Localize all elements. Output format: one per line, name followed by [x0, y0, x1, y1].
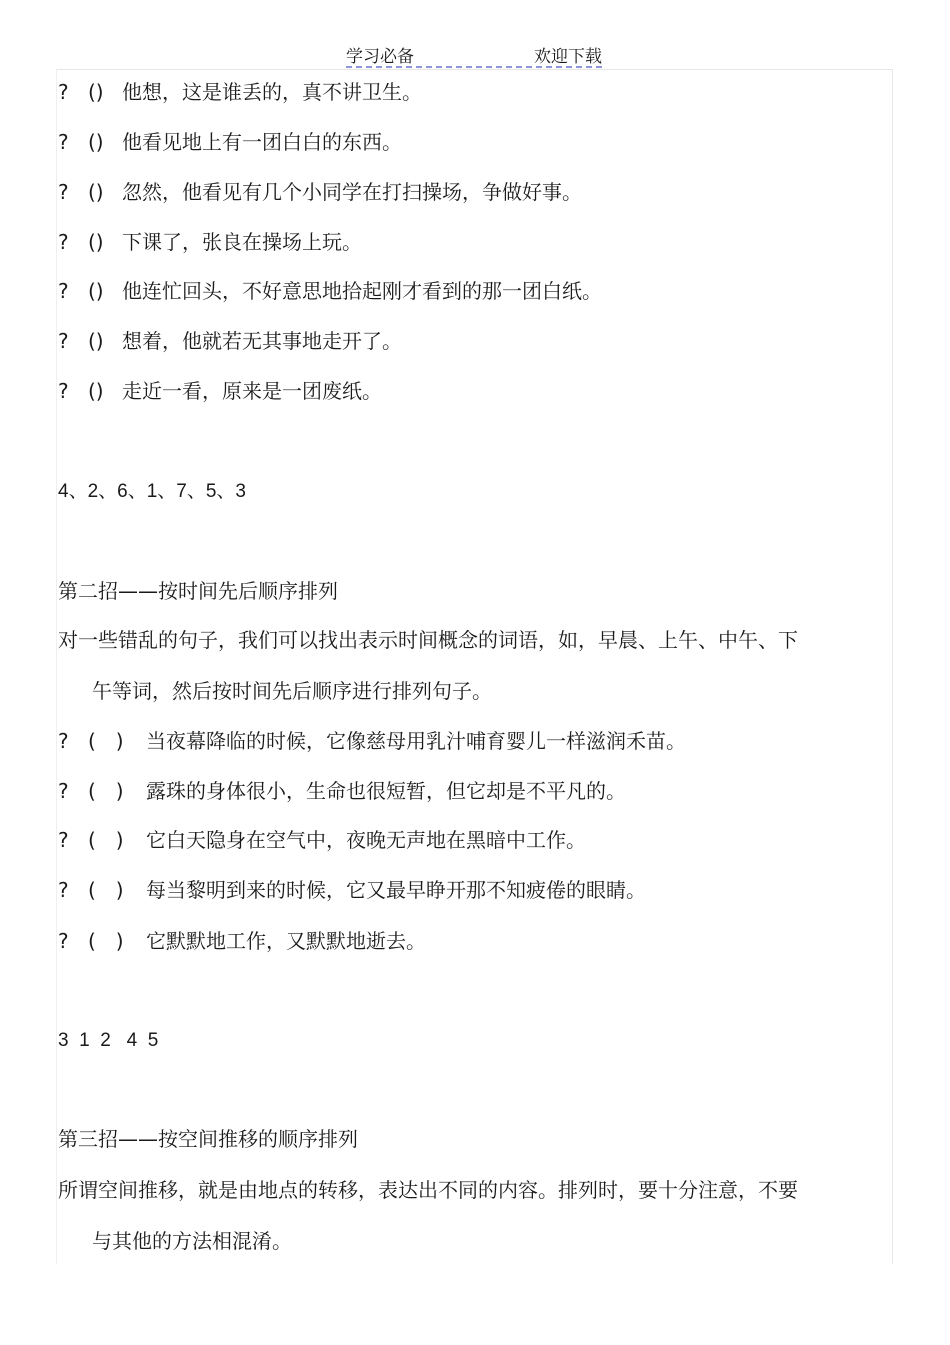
sentence-text: 每当黎明到来的时候，它又最早睁开那不知疲倦的眼睛。: [146, 878, 646, 902]
answer-blank: ( ): [88, 779, 124, 803]
question-mark: ?: [58, 779, 69, 803]
question-mark: ?: [58, 180, 69, 204]
question-mark: ?: [58, 929, 69, 953]
question-mark: ?: [58, 878, 69, 902]
sentence-text: 它默默地工作，又默默地逝去。: [146, 929, 426, 953]
list-item: [58, 179, 582, 205]
sentence-text: 他连忙回头，不好意思地拾起刚才看到的那一团白纸。: [122, 279, 602, 303]
answer-blank: (): [88, 279, 104, 303]
list-item: [58, 129, 402, 155]
question-mark: ?: [58, 329, 69, 353]
header-left-text: 学习必备: [346, 47, 414, 67]
question-mark: ?: [58, 828, 69, 852]
answer-blank: (): [88, 80, 104, 104]
answer-blank: ( ): [88, 878, 124, 902]
list-item: [58, 877, 646, 903]
list-item: [58, 378, 382, 404]
paragraph-line: 所谓空间推移，就是由地点的转移，表达出不同的内容。排列时，要十分注意，不要: [58, 1178, 798, 1202]
answer-blank: (): [88, 130, 104, 154]
answer-blank: (): [88, 230, 104, 254]
answer-blank: (): [88, 180, 104, 204]
list-item: [58, 827, 586, 853]
sentence-text: 他看见地上有一团白白的东西。: [122, 130, 402, 154]
sentence-text: 他想，这是谁丢的，真不讲卫生。: [122, 80, 422, 104]
sentence-text: 它白天隐身在空气中，夜晚无声地在黑暗中工作。: [146, 828, 586, 852]
sentence-text: 露珠的身体很小，生命也很短暂，但它却是不平凡的。: [146, 779, 626, 803]
section-title: 第三招——按空间推移的顺序排列: [58, 1127, 358, 1151]
question-mark: ?: [58, 80, 69, 104]
section-title: 第二招——按时间先后顺序排列: [58, 579, 338, 603]
question-mark: ?: [58, 230, 69, 254]
answer-blank: (): [88, 329, 104, 353]
list-item: [58, 229, 362, 255]
answer-blank: ( ): [88, 729, 124, 753]
sentence-text: 忽然，他看见有几个小同学在打扫操场，争做好事。: [122, 180, 582, 204]
answer-blank: ( ): [88, 929, 124, 953]
answer-sequence: 4、2、6、1、7、5、3: [58, 481, 246, 502]
list-item: [58, 778, 626, 804]
sentence-text: 当夜幕降临的时候，它像慈母用乳汁哺育婴儿一样滋润禾苗。: [146, 729, 686, 753]
question-mark: ?: [58, 379, 69, 403]
list-item: [58, 728, 686, 754]
list-item: [58, 328, 402, 354]
question-mark: ?: [58, 130, 69, 154]
header-right-text: 欢迎下载: [534, 47, 602, 67]
question-mark: ?: [58, 279, 69, 303]
paragraph-line: 午等词，然后按时间先后顺序进行排列句子。: [92, 679, 492, 703]
answer-blank: (): [88, 379, 104, 403]
sentence-text: 下课了，张良在操场上玩。: [122, 230, 362, 254]
list-item: [58, 79, 422, 105]
page-header: [346, 40, 602, 68]
paragraph-line: 与其他的方法相混淆。: [92, 1229, 292, 1253]
sentence-text: 走近一看，原来是一团废纸。: [122, 379, 382, 403]
answer-blank: ( ): [88, 828, 124, 852]
paragraph-line: 对一些错乱的句子，我们可以找出表示时间概念的词语，如，早晨、上午、中午、下: [58, 628, 798, 652]
sentence-text: 想着，他就若无其事地走开了。: [122, 329, 402, 353]
list-item: [58, 928, 426, 954]
list-item: [58, 278, 602, 304]
answer-sequence: 3 1 2 4 5: [58, 1030, 159, 1051]
question-mark: ?: [58, 729, 69, 753]
